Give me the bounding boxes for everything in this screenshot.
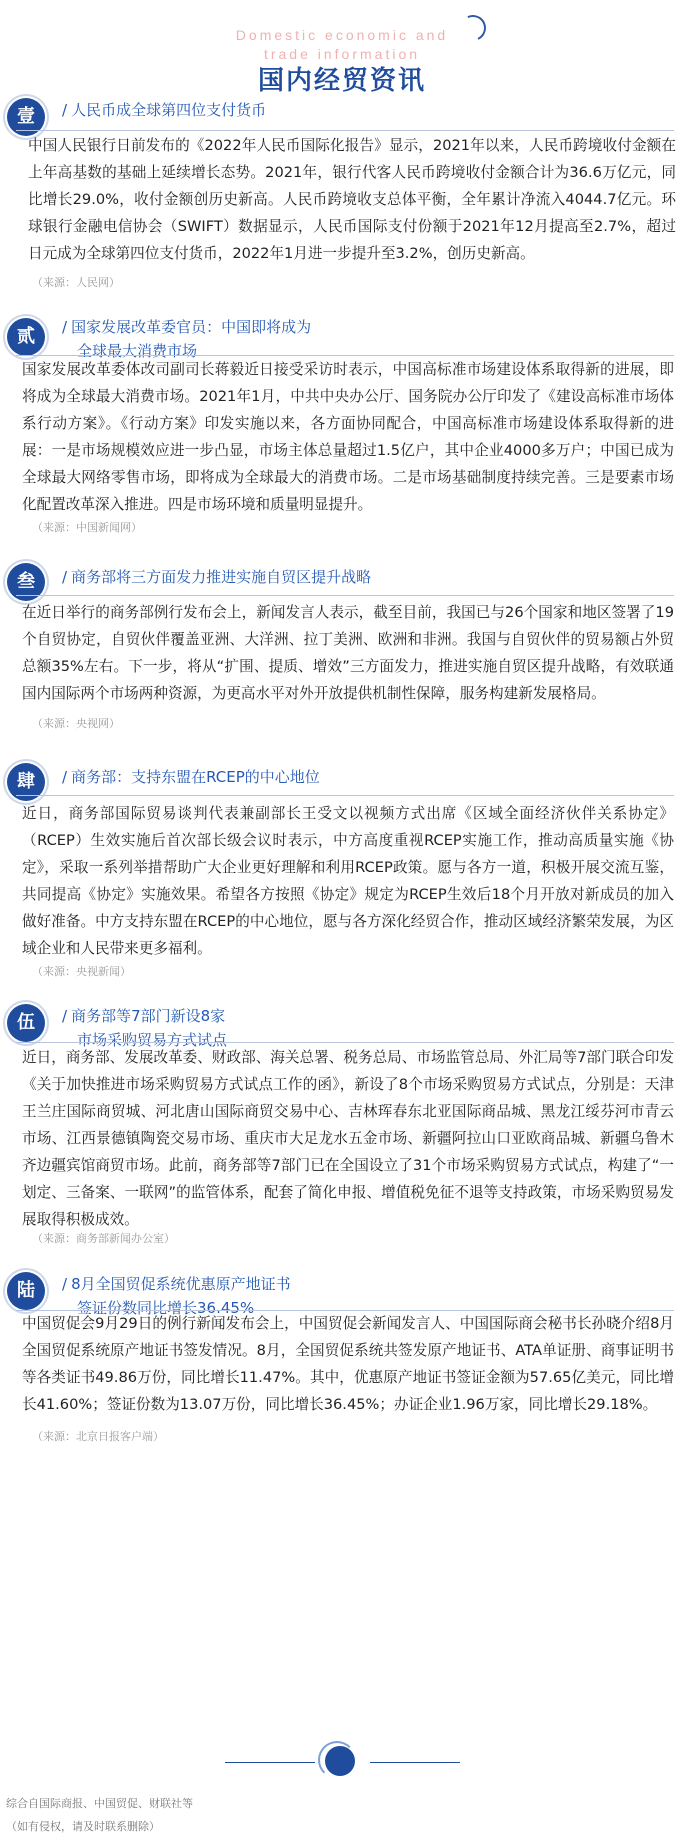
page-header [0,0,684,100]
news-section-1 [0,98,684,289]
section-source: （来源：中国新闻网） [32,521,142,534]
section-source: （来源：商务部新闻办公室） [32,1232,175,1245]
section-divider [16,795,674,796]
section-body: 中国贸促会9月29日的例行新闻发布会上，中国贸促会新闻发言人、中国国际商会秘书长孙晓介绍8月全国贸促系统原产地证书签发情况。8月，全国贸促系统共签发原产地证书、ATA单证册、商事证明书等各类证书49.86万份，同比增长11.47%。其中，优惠原产地证书签证金额为57.65亿美元，同比增长41.60%；签证份数为13.07万份，同比增长36.45%；办证企业1.96万家，同比增长29.18%。 [22,1315,674,1413]
section-source: （来源：北京日报客户端） [32,1430,164,1443]
news-section-6 [0,1272,684,1443]
section-source: （来源：央视新闻） [32,965,131,978]
header-english-line-2: trade information [263,46,421,62]
section-title: / 国家发展改革委官员：中国即将成为 全球最大消费市场 [62,315,311,363]
section-title-text: 国家发展改革委官员：中国即将成为 [71,318,312,336]
footer-credit: 综合自国际商报、中国贸促、财联社等 [6,1797,193,1810]
section-body: 在近日举行的商务部例行发布会上，新闻发言人表示，截至目前，我国已与26个国家和地区签署了19个自贸协定，自贸伙伴覆盖亚洲、大洋洲、拉丁美洲、欧洲和非洲。我国与自贸伙伴的贸易额占外贸总额35%左右。下一步，将从“扩围、提质、增效”三方面发力，推进实施自贸区提升战略，有效联通国内国际两个市场两种资源，为更高水平对外开放提供机制性保障，服务构建新发展格局。 [22,604,674,702]
section-number-badge: 伍 [7,1004,45,1042]
section-title-text: 商务部将三方面发力推进实施自贸区提升战略 [71,568,372,586]
section-title: / 人民币成全球第四位支付货币 [62,101,267,119]
section-title-text-line-2: 市场采购贸易方式试点 [77,1031,228,1049]
section-divider [16,1042,674,1043]
section-divider [16,130,674,131]
section-title: / 商务部：支持东盟在RCEP的中心地位 [62,768,320,786]
section-body: 近日，商务部、发展改革委、财政部、海关总署、税务总局、市场监管总局、外汇局等7部门联合印发《关于加快推进市场采购贸易方式试点工作的函》，新设了8个市场采购贸易方式试点，分别是：天津王兰庄国际商贸城、河北唐山国际商贸交易中心、吉林珲春东北亚国际商品城、黑龙江绥芬河市青云市场、江西景德镇陶瓷交易市场、重庆市大足龙水五金市场、新疆阿拉山口亚欧商品城、新疆乌鲁木齐边疆宾馆商贸市场。此前，商务部等7部门已在全国设立了31个市场采购贸易方式试点，构建了“一划定、三备案、一联网”的监管体系，配套了简化申报、增值税免征不退等支持政策，市场采购贸易发展取得积极成效。 [22,1049,674,1228]
section-title-text: 人民币成全球第四位支付货币 [71,101,267,119]
section-title: / 商务部将三方面发力推进实施自贸区提升战略 [62,568,372,586]
section-title-text-line-2: 签证份数同比增长36.45% [77,1299,255,1317]
page-title: 国内经贸资讯 [257,66,426,96]
footer-rule-left [225,1762,315,1763]
news-section-5 [0,1004,684,1245]
news-section-2 [0,315,684,534]
news-section-3 [0,563,684,730]
footer-notice: （如有侵权，请及时联系删除） [6,1820,160,1833]
section-source: （来源：人民网） [32,276,120,289]
section-title: / 8月全国贸促系统优惠原产地证书 签证份数同比增长36.45% [62,1272,291,1320]
section-body: 近日，商务部国际贸易谈判代表兼副部长王受文以视频方式出席《区域全面经济伙伴关系协定》（RCEP）生效实施后首次部长级会议时表示，中方高度重视RCEP实施工作，推动高质量实施《协定》，采取一系列举措帮助广大企业更好理解和利用RCEP政策。愿与各方一道，积极开展交流互鉴，共同提高《协定》实施效果。希望各方按照《协定》规定为RCEP生效后18个月开放对新成员的加入做好准备。中方支持东盟在RCEP的中心地位，愿与各方深化经贸合作，推动区域经济繁荣发展，为区域企业和人民带来更多福利。 [22,805,674,957]
section-title-text: 商务部等7部门新设8家 [71,1007,226,1025]
section-number-badge: 贰 [7,318,45,356]
section-title-text: 商务部：支持东盟在RCEP的中心地位 [71,768,320,786]
section-number-badge: 陆 [7,1272,45,1310]
section-number-badge: 叁 [7,563,45,601]
section-title: / 商务部等7部门新设8家 市场采购贸易方式试点 [62,1004,227,1052]
news-section-4 [0,763,684,978]
footer-rule-right [370,1762,460,1763]
section-title-text: 8月全国贸促系统优惠原产地证书 [71,1275,291,1293]
section-body: 中国人民银行日前发布的《2022年人民币国际化报告》显示，2021年以来，人民币跨境收付金额在上年高基数的基础上延续增长态势。2021年，银行代客人民币跨境收付金额合计为36.6万亿元，同比增长29.0%，收付金额创历史新高。人民币跨境收支总体平衡，全年累计净流入4044.7亿元。环球银行金融电信协会（SWIFT）数据显示，人民币国际支付份额于2021年12月提高至2.7%，超过日元成为全球第四位支付货币，2022年1月进一步提升至3.2%，创历史新高。 [28,137,676,262]
section-number-badge: 肆 [7,763,45,801]
section-body: 国家发展改革委体改司副司长蒋毅近日接受采访时表示，中国高标准市场建设体系取得新的进展，即将成为全球最大消费市场。2021年1月，中共中央办公厅、国务院办公厅印发了《建设高标准市场体系行动方案》。《行动方案》印发实施以来，各方面协同配合，中国高标准市场建设体系取得新的进展：一是市场规模效应进一步凸显，市场主体总量超过1.5亿户，其中企业4000多万户；中国已成为全球最大网络零售市场，即将成为全球最大的消费市场。二是市场基础制度持续完善。三是要素市场化配置改革深入推进。四是市场环境和质量明显提升。 [22,361,674,513]
section-header [0,315,684,359]
footer-decoration-dot [325,1746,355,1776]
section-divider [16,595,674,596]
section-number-badge: 壹 [7,98,45,136]
section-title-text-line-2: 全球最大消费市场 [77,342,198,360]
section-source: （来源：央视网） [32,717,120,730]
header-english-line-1: Domestic economic and [235,27,449,43]
